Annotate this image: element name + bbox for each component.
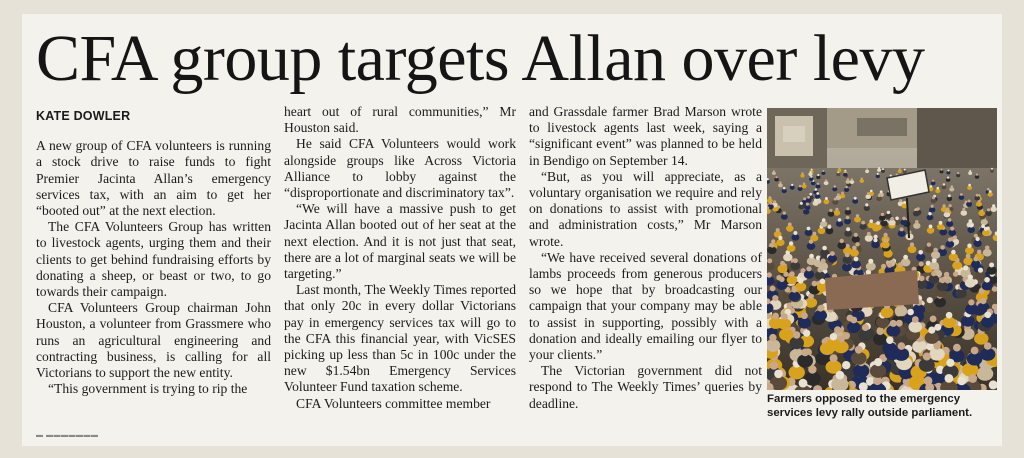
paragraph: “We have received several donations of lambs proceeds from generous producers so we hope that by broadcasting our campaign that your company may be able to assist in supporting, possibly with a donation and ideally emailing our flyer to your clients.” [529,249,762,363]
paragraph: and Grassdale farmer Brad Marson wrote to livestock agents last week, saying a “significant event” was planned to be held in Bendigo on September 14. [529,104,762,168]
paragraph: Last month, The Weekly Times reported that only 20c in every dollar Victorians pay in emergency services tax will go to the CFA this financial year, with VicSES picking up less than 5c in 100c under the new $1.54bn Emergency Services Volunteer Fund taxation scheme. [284,282,516,395]
paragraph: The CFA Volunteers Group has written to livestock agents, urging them and their clients to get behind fundraising efforts by donating a sheep, or beast or two, to go towards their campaign. [36,219,271,300]
paragraph: CFA Volunteers committee member [296,395,491,411]
photo-caption: Farmers opposed to the emergency services levy rally outside parliament. [767,393,973,419]
article-column-2 [284,104,516,412]
article-column-1 [36,106,271,397]
headline: CFA group targets Allan over levy [36,22,925,95]
paragraph: heart out of rural communities,” Mr Houston said. [284,104,516,136]
byline: KATE DOWLER [36,109,131,123]
newspaper-clipping [22,14,1002,446]
article-column-3 [529,104,762,412]
paragraph: “But, as you will appreciate, as a voluntary organisation we require and rely on donations to assist with promotional and administration costs,” Mr Marson wrote. [529,168,762,249]
paragraph: A new group of CFA volunteers is running a stock drive to raise funds to fight Premier Jacinta Allan’s emergency services tax, with an aim to get her “booted out” at the next election. [36,138,271,219]
paragraph: “We will have a massive push to get Jacinta Allan booted out of her seat at the next election. And it is not just that seat, there are a lot of marginal seats we will be targeting.” [284,201,516,282]
paragraph: The Victorian government did not respond to The Weekly Times’ queries by deadline. [529,363,762,411]
paragraph: “This government is trying to rip the [48,381,248,397]
paragraph: CFA Volunteers Group chairman John Houston, a volunteer from Grassmere who runs an agricultural engineering and contracting business, is calling for all Victorians to support the new entity. [36,300,271,381]
crowd-rally-photo [767,108,997,390]
page-folio-marks: ▬ ▬▬▬▬▬▬▬ [36,432,99,439]
paragraph: He said CFA Volunteers would work alongside groups like Across Victoria Alliance to lobby against the “disproportionate and discriminatory tax”. [284,136,516,201]
